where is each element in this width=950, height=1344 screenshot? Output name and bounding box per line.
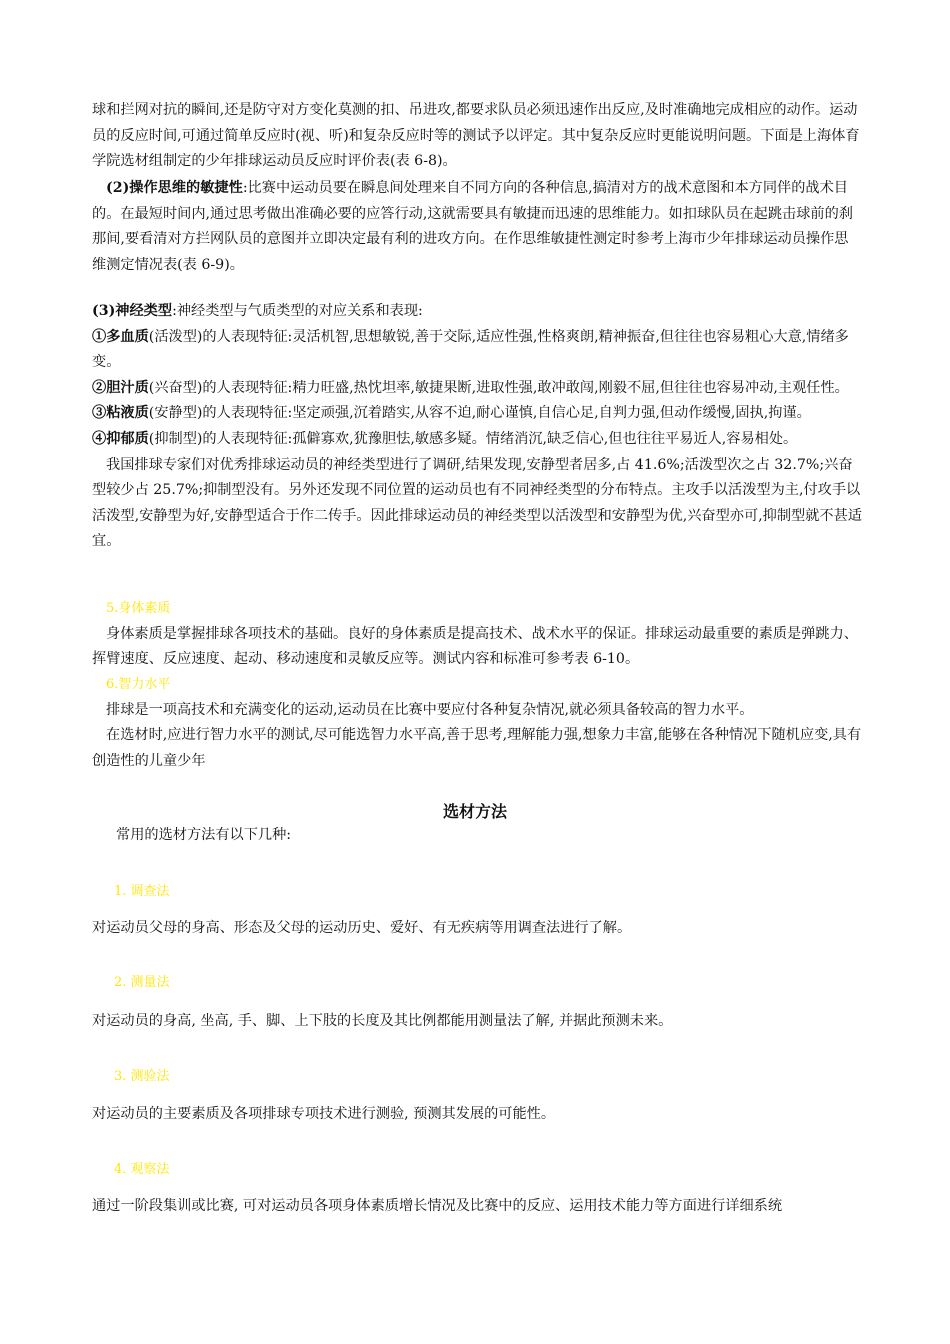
nerve-item <box>92 427 862 453</box>
item-text: (兴奋型)的人表现特征:精力旺盛,热忱坦率,敏捷果断,进取性强,敢冲敢闯,刚毅不屈,但往往也容易冲动,主观任性。 <box>148 379 849 396</box>
nerve-item <box>92 376 862 402</box>
method-text: 通过一阶段集训或比赛, 可对运动员各项身体素质增长情况及比赛中的反应、运用技术能力等方面进行详细系统 <box>92 1198 783 1214</box>
method-text: 对运动员的主要素质及各项排球专项技术进行测验, 预测其发展的可能性。 <box>92 1106 556 1122</box>
method-heading: 1. 调查法 <box>114 884 170 899</box>
item-name: 抑郁质 <box>106 430 149 447</box>
intelligence-heading: 6.智力水平 <box>106 677 171 692</box>
section-thinking-agility <box>92 176 862 278</box>
intelligence-text-2: 在选材时,应进行智力水平的测试,尽可能选智力水平高,善于思考,理解能力强,想象力丰富,能够在各种情况下随机应变,具有创造性的儿童少年 <box>92 727 862 769</box>
physical-heading: 5.身体素质 <box>106 601 171 616</box>
section-intelligence <box>92 672 862 774</box>
methods-title: 选材方法 <box>442 802 507 821</box>
nerve-item <box>92 401 862 427</box>
method-heading: 4. 观察法 <box>114 1162 170 1177</box>
item-number: ② <box>92 379 107 396</box>
nerve-research-text: 我国排球专家们对优秀排球运动员的神经类型进行了调研,结果发现,安静型者居多,占 41.6%;活泼型次之占 32.7%;兴奋型较少占 25.7%;抑制型没有。另外还发现不同位置的运动员也有不同神经类型的分布特点。主攻手以活泼型为主,付攻手以活泼型,安静型为好,安静型适合于作二传手。因此排球运动员的神经类型以活泼型和安静型为优,兴奋型亦可,抑制型就不甚适宜。 <box>92 456 862 550</box>
method-text: 对运动员父母的身高、形态及父母的运动历史、爱好、有无疾病等用调查法进行了解。 <box>92 920 632 936</box>
item-number: ③ <box>92 405 107 422</box>
thinking-heading: (2)操作思维的敏捷性 <box>106 180 243 196</box>
nerve-heading: (3)神经类型 <box>92 303 173 319</box>
section-physical <box>92 596 862 673</box>
methods-intro: 常用的选材方法有以下几种: <box>116 827 292 843</box>
method-heading: 3. 测验法 <box>114 1069 170 1084</box>
intro-text: 球和拦网对抗的瞬间,还是防守对方变化莫测的扣、吊进攻,都要求队员必须迅速作出反应,及时准确地完成相应的动作。运动员的反应时间,可通过简单反应时(视、听)和复杂反应时等的测试予以评定。其中复杂反应时更能说明问题。下面是上海体育学院选材组制定的少年排球运动员反应时评价表(表 6-8)。 <box>92 102 860 170</box>
thinking-text: :比赛中运动员要在瞬息间处理来自不同方向的各种信息,搞清对方的战术意图和本方同伴的战术目的。在最短时间内,通过思考做出准确必要的应答行动,这就需要具有敏捷而迅速的思维能力。如扣球队员在起跳击球前的刹那间,要看清对方拦网队员的意图并立即决定最有利的进攻方向。在作思维敏捷性测定时参考上海市少年排球运动员操作思维测定情况表(表 6-9)。 <box>92 180 853 273</box>
item-text: (活泼型)的人表现特征:灵活机智,思想敏锐,善于交际,适应性强,性格爽朗,精神振奋,但往往也容易粗心大意,情绪多变。 <box>92 328 849 371</box>
method-text: 对运动员的身高, 坐高, 手、脚、上下肢的长度及其比例都能用测量法了解, 并据此预测未来。 <box>92 1013 673 1029</box>
physical-text: 身体素质是掌握排球各项技术的基础。良好的身体素质是提高技术、战术水平的保证。排球运动最重要的素质是弹跳力、挥臂速度、反应速度、起动、移动速度和灵敏反应等。测试内容和标准可参考表 6-10。 <box>92 625 858 668</box>
section-nerve-type <box>92 299 862 555</box>
item-number: ① <box>92 328 107 345</box>
nerve-item <box>92 325 862 376</box>
nerve-intro: :神经类型与气质类型的对应关系和表现: <box>172 303 423 319</box>
item-name: 粘液质 <box>106 405 149 422</box>
method-heading: 2. 测量法 <box>114 975 170 990</box>
item-text: (抑制型)的人表现特征:孤僻寡欢,犹豫胆怯,敏感多疑。情绪消沉,缺乏信心,但也往往平易近人,容易相处。 <box>148 430 798 447</box>
intro-paragraph <box>92 98 862 175</box>
intelligence-text-1: 排球是一项高技术和充满变化的运动,运动员在比赛中要应付各种复杂情况,就必须具备较高的智力水平。 <box>106 701 754 718</box>
item-name: 多血质 <box>106 328 149 345</box>
item-name: 胆汁质 <box>106 379 149 396</box>
item-text: (安静型)的人表现特征:坚定顽强,沉着踏实,从容不迫,耐心谨慎,自信心足,自判力强,但动作缓慢,固执,拘谨。 <box>148 405 811 422</box>
item-number: ④ <box>92 430 107 447</box>
